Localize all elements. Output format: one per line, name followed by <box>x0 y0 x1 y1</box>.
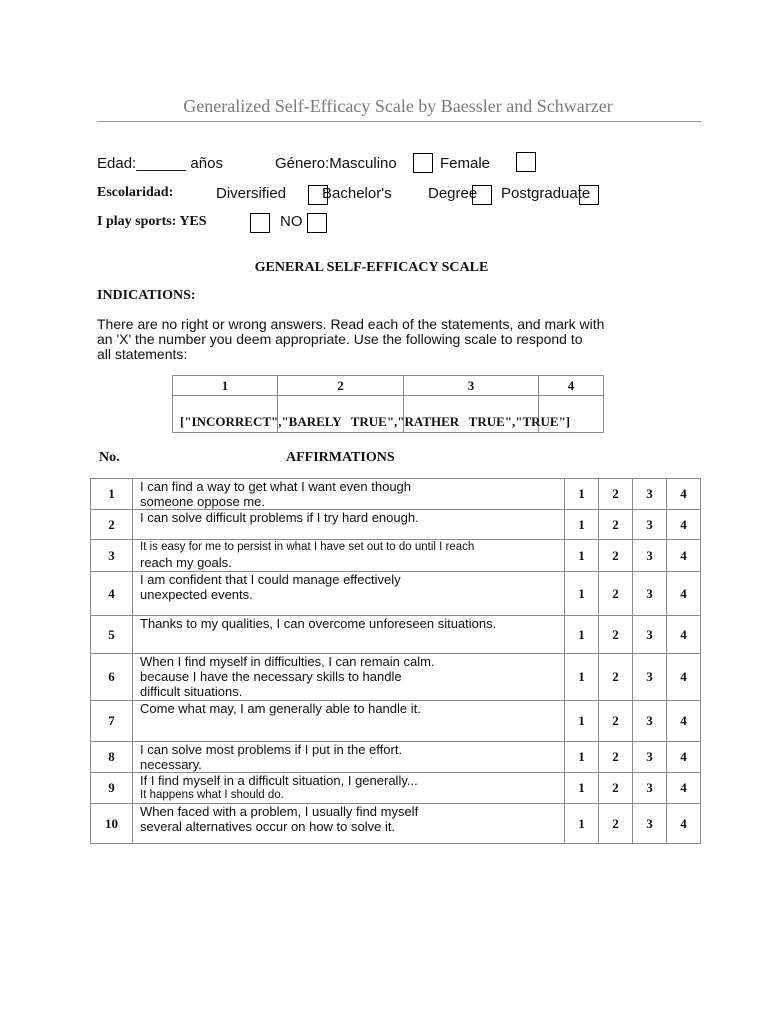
rating-option-3[interactable]: 3 <box>633 572 667 616</box>
rating-option-3[interactable]: 3 <box>633 654 667 701</box>
rating-option-3[interactable]: 3 <box>633 701 667 742</box>
rating-option-3[interactable]: 3 <box>633 773 667 804</box>
table-row <box>91 804 701 844</box>
rating-option-1[interactable]: 1 <box>565 654 599 701</box>
rating-option-1[interactable]: 1 <box>565 701 599 742</box>
affirmations-column-header: AFFIRMATIONS <box>286 450 395 465</box>
rating-option-4[interactable]: 4 <box>667 742 701 773</box>
rating-option-1[interactable]: 1 <box>565 742 599 773</box>
scale-heading: GENERAL SELF-EFFICACY SCALE <box>254 260 489 275</box>
statement-line-1: When faced with a problem, I usually find myself <box>140 804 419 819</box>
rating-option-4[interactable]: 4 <box>667 616 701 654</box>
rating-option-4[interactable]: 4 <box>667 572 701 616</box>
rating-option-2[interactable]: 2 <box>599 773 633 804</box>
rating-option-3[interactable]: 3 <box>633 616 667 654</box>
item-statement <box>133 510 565 540</box>
male-checkbox[interactable] <box>413 153 433 173</box>
item-statement <box>133 616 565 654</box>
item-number: 2 <box>91 510 133 540</box>
rating-option-1[interactable]: 1 <box>565 804 599 844</box>
rating-option-3[interactable]: 3 <box>633 742 667 773</box>
table-row <box>91 479 701 510</box>
table-row <box>91 654 701 701</box>
instructions-line-2: an 'X' the number you deem appropriate. Use the following scale to respond to <box>97 331 583 347</box>
gender-label: Género:Masculino <box>275 155 397 172</box>
item-statement <box>133 742 565 773</box>
no-column-header: No. <box>99 450 120 465</box>
postgraduate-label: Postgraduate <box>501 185 591 202</box>
statement-line-1: Come what may, I am generally able to handle it. <box>140 701 421 716</box>
diversified-label: Diversified <box>216 185 287 202</box>
postgraduate-checkbox[interactable] <box>579 185 599 205</box>
rating-option-1[interactable]: 1 <box>565 773 599 804</box>
rating-option-2[interactable]: 2 <box>599 572 633 616</box>
statement-line-1: When I find myself in difficulties, I can remain calm. <box>140 654 435 669</box>
rating-option-4[interactable]: 4 <box>667 479 701 510</box>
rating-option-2[interactable]: 2 <box>599 540 633 572</box>
scale-number-3: 3 <box>404 376 539 396</box>
item-number: 3 <box>91 540 133 572</box>
rating-option-2[interactable]: 2 <box>599 616 633 654</box>
document-title: Generalized Self-Efficacy Scale by Baessler and Schwarzer <box>183 96 613 116</box>
sports-no-checkbox[interactable] <box>307 213 327 233</box>
item-statement <box>133 572 565 616</box>
statement-line-1: I can solve most problems if I put in the effort. <box>140 742 403 757</box>
statement-line-2: because I have the necessary skills to handle <box>140 669 402 684</box>
statement-line-1: I can find a way to get what I want even though <box>140 479 412 494</box>
item-number: 6 <box>91 654 133 701</box>
statement-line-1: I can solve difficult problems if I try hard enough. <box>140 510 419 525</box>
rating-option-2[interactable]: 2 <box>599 742 633 773</box>
sports-yes-checkbox[interactable] <box>250 213 270 233</box>
item-statement <box>133 479 565 510</box>
statement-line-1: I am confident that I could manage effectively <box>140 572 401 587</box>
scale-number-4: 4 <box>539 376 604 396</box>
instructions-text <box>97 317 617 362</box>
item-number: 1 <box>91 479 133 510</box>
item-number: 4 <box>91 572 133 616</box>
instructions-line-1: There are no right or wrong answers. Read each of the statements, and mark with <box>97 316 605 332</box>
item-number: 10 <box>91 804 133 844</box>
table-row <box>91 540 701 572</box>
table-row <box>91 616 701 654</box>
item-number: 7 <box>91 701 133 742</box>
item-statement <box>133 804 565 844</box>
sports-no-label: NO <box>280 213 303 230</box>
table-row <box>91 701 701 742</box>
rating-option-4[interactable]: 4 <box>667 701 701 742</box>
table-row <box>91 510 701 540</box>
rating-option-1[interactable]: 1 <box>565 572 599 616</box>
sports-label: I play sports: YES <box>97 214 207 229</box>
rating-option-4[interactable]: 4 <box>667 804 701 844</box>
table-row <box>91 572 701 616</box>
title-divider <box>97 121 702 122</box>
table-row <box>91 742 701 773</box>
statement-line-2: It happens what I should do. <box>140 789 284 801</box>
rating-option-3[interactable]: 3 <box>633 804 667 844</box>
rating-option-4[interactable]: 4 <box>667 510 701 540</box>
statement-line-1: It is easy for me to persist in what I have set out to do until I reach <box>140 541 475 553</box>
rating-option-2[interactable]: 2 <box>599 654 633 701</box>
rating-option-2[interactable]: 2 <box>599 479 633 510</box>
item-number: 8 <box>91 742 133 773</box>
rating-option-3[interactable]: 3 <box>633 510 667 540</box>
statement-line-3: difficult situations. <box>140 684 243 699</box>
statement-line-2: necessary. <box>140 757 202 772</box>
degree-label: Degree <box>428 185 478 202</box>
statement-line-1: If I find myself in a difficult situation, I generally... <box>140 773 418 788</box>
rating-option-3[interactable]: 3 <box>633 479 667 510</box>
rating-option-1[interactable]: 1 <box>565 479 599 510</box>
statement-line-2: reach my goals. <box>140 555 232 570</box>
degree-checkbox[interactable] <box>472 185 492 205</box>
statement-line-2: someone oppose me. <box>140 494 266 509</box>
item-number: 9 <box>91 773 133 804</box>
item-statement <box>133 701 565 742</box>
item-statement <box>133 773 565 804</box>
instructions-line-3: all statements: <box>97 346 188 362</box>
rating-option-1[interactable]: 1 <box>565 616 599 654</box>
item-statement <box>133 654 565 701</box>
rating-option-4[interactable]: 4 <box>667 773 701 804</box>
scale-number-2: 2 <box>278 376 404 396</box>
rating-option-2[interactable]: 2 <box>599 510 633 540</box>
rating-option-2[interactable]: 2 <box>599 804 633 844</box>
rating-option-1[interactable]: 1 <box>565 540 599 572</box>
statement-line-2: unexpected events. <box>140 587 253 602</box>
female-label: Female <box>440 155 491 172</box>
scale-labels: ["INCORRECT","BARELY TRUE","RATHER TRUE","TRUE"] <box>180 414 571 429</box>
item-number: 5 <box>91 616 133 654</box>
scale-number-1: 1 <box>173 376 278 396</box>
schooling-label: Escolaridad: <box>97 185 174 200</box>
age-label: Edad:______ años <box>97 155 223 172</box>
bachelors-label: Bachelor's <box>322 185 392 202</box>
statement-line-2: several alternatives occur on how to solve it. <box>140 819 396 834</box>
rating-option-4[interactable]: 4 <box>667 654 701 701</box>
rating-option-1[interactable]: 1 <box>565 510 599 540</box>
rating-option-3[interactable]: 3 <box>633 540 667 572</box>
item-statement <box>133 540 565 572</box>
indications-label: INDICATIONS: <box>97 288 196 303</box>
affirmations-table <box>90 478 701 844</box>
statement-line-1: Thanks to my qualities, I can overcome unforeseen situations. <box>140 616 497 631</box>
rating-option-2[interactable]: 2 <box>599 701 633 742</box>
female-checkbox[interactable] <box>516 152 536 172</box>
table-row <box>91 773 701 804</box>
rating-option-4[interactable]: 4 <box>667 540 701 572</box>
